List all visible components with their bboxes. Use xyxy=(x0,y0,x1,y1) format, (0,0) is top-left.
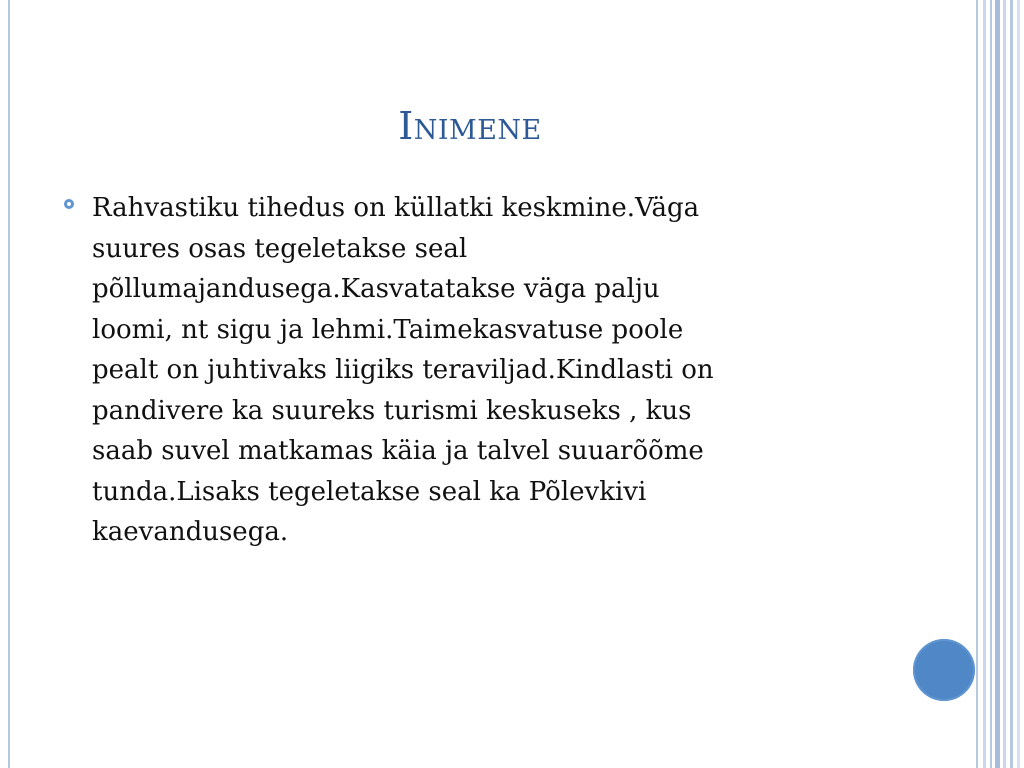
bullet-item xyxy=(62,188,862,553)
right-border-line xyxy=(1017,0,1020,768)
right-border-line xyxy=(990,0,992,768)
decorative-circle xyxy=(913,639,975,701)
slide-title: Inimene xyxy=(398,104,542,148)
bullet-circle-icon xyxy=(64,199,74,209)
slide-content xyxy=(62,188,862,553)
right-border-line xyxy=(976,0,978,768)
right-border-line xyxy=(995,0,1000,768)
right-border-line xyxy=(1003,0,1006,768)
right-border-line xyxy=(1010,0,1013,768)
right-border-line xyxy=(983,0,986,768)
bullet-text: Rahvastiku tihedus on küllatki keskmine.Väga suures osas tegeletakse seal põllumajandusega.Kasvatatakse väga palju loomi, nt sigu ja lehmi.Taimekasvatuse poole pealt on juhtivaks liigiks teraviljad.Kindlasti on pandivere ka suureks turismi keskuseks , kus saab suvel matkamas käia ja talvel suuarõõme tunda.Lisaks tegeletakse seal ka Põlevkivi kaevandusega. xyxy=(92,193,714,547)
